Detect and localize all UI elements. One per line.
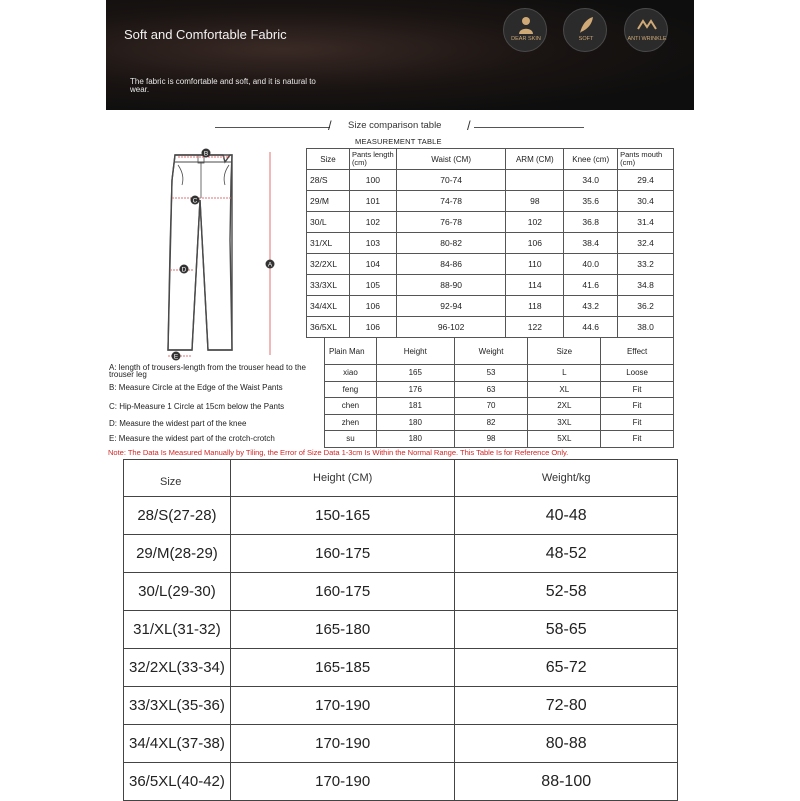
table-cell: 33/3XL(35-36) (124, 687, 231, 725)
model-fit-table (324, 337, 674, 448)
table-cell: 44.6 (564, 317, 618, 338)
table-cell: 103 (349, 233, 396, 254)
measurement-table (306, 148, 674, 338)
table-cell: 100 (349, 170, 396, 191)
table-cell: 32/2XL (307, 254, 350, 275)
marker-a (266, 260, 275, 269)
svg-text:D: D (181, 266, 187, 274)
table-cell: 36.2 (618, 296, 674, 317)
table-row (307, 317, 674, 338)
table-cell: 80-82 (396, 233, 506, 254)
table-row (307, 212, 674, 233)
table-cell: 34/4XL(37-38) (124, 725, 231, 763)
legend-item-a: A: length of trousers-length from the trouser head to the trouser leg (109, 363, 306, 379)
table-cell: 29/M (307, 191, 350, 212)
table-cell: 34.8 (618, 275, 674, 296)
marker-c (191, 196, 200, 205)
table-row (325, 431, 674, 448)
table-cell: 65-72 (455, 649, 678, 687)
table-row (325, 381, 674, 398)
table-cell: 160-175 (230, 535, 455, 573)
badge-label: ANTI WRINKLE (627, 36, 667, 42)
table-cell: 160-175 (230, 573, 455, 611)
heading-rule-right (474, 127, 584, 128)
header-cell: ARM (CM) (506, 149, 564, 170)
table-cell: 40-48 (455, 497, 678, 535)
table-cell: chen (325, 398, 377, 415)
table-cell: 31/XL(31-32) (124, 611, 231, 649)
table-cell: 106 (349, 296, 396, 317)
table-cell: 122 (506, 317, 564, 338)
svg-text:A: A (267, 261, 273, 269)
person-icon (516, 15, 536, 35)
table-row (325, 365, 674, 382)
table-cell: 165-180 (230, 611, 455, 649)
heading-slash-right: / (467, 118, 471, 133)
table-cell: 102 (506, 212, 564, 233)
table-cell: 31.4 (618, 212, 674, 233)
table-cell: 30/L(29-30) (124, 573, 231, 611)
table-cell: 29.4 (618, 170, 674, 191)
heading-slash-left: / (328, 118, 332, 133)
table-cell: 63 (454, 381, 528, 398)
legend-item-d: D: Measure the widest part of the knee (109, 419, 247, 428)
table-cell: 170-190 (230, 687, 455, 725)
table-cell: 105 (349, 275, 396, 296)
header-cell: Height (CM) (230, 460, 455, 497)
header-cell: Waist (CM) (396, 149, 506, 170)
table-cell: 165-185 (230, 649, 455, 687)
table-cell: 52-58 (455, 573, 678, 611)
header-cell: Pants length (cm) (349, 149, 396, 170)
header-cell: Pants mouth (cm) (618, 149, 674, 170)
table-cell: zhen (325, 414, 377, 431)
table-row (307, 191, 674, 212)
table-cell: 110 (506, 254, 564, 275)
table-cell: 33.2 (618, 254, 674, 275)
marker-b (202, 149, 211, 158)
pants-diagram (160, 140, 300, 365)
pants-outline (168, 155, 232, 350)
table-cell: 98 (454, 431, 528, 448)
table-cell: 180 (376, 414, 454, 431)
table-cell: 29/M(28-29) (124, 535, 231, 573)
table-row (124, 497, 678, 535)
table-cell: 3XL (528, 414, 601, 431)
svg-text:C: C (192, 197, 198, 205)
table-cell: feng (325, 381, 377, 398)
table-cell: 41.6 (564, 275, 618, 296)
heading-rule-left (215, 127, 330, 128)
table-cell: 36/5XL (307, 317, 350, 338)
feather-icon (576, 15, 596, 35)
table-row (124, 535, 678, 573)
size-recommendation-table (123, 459, 678, 801)
table-cell: 36/5XL(40-42) (124, 763, 231, 801)
table-cell: 36.8 (564, 212, 618, 233)
badge-label: DEAR SKIN (511, 36, 541, 42)
table-cell: 28/S (307, 170, 350, 191)
table-cell: 170-190 (230, 763, 455, 801)
header-cell: Weight/kg (455, 460, 678, 497)
table-row (307, 233, 674, 254)
table-cell: 101 (349, 191, 396, 212)
table-cell: 5XL (528, 431, 601, 448)
table-cell: 170-190 (230, 725, 455, 763)
table-row (307, 170, 674, 191)
table-header-row (325, 338, 674, 365)
table-cell: 38.4 (564, 233, 618, 254)
table-cell: su (325, 431, 377, 448)
table-row (325, 398, 674, 415)
table-cell: 106 (349, 317, 396, 338)
table-cell: 48-52 (455, 535, 678, 573)
table-cell: 30/L (307, 212, 350, 233)
table-cell: 96-102 (396, 317, 506, 338)
table-cell: 32.4 (618, 233, 674, 254)
table-cell: 31/XL (307, 233, 350, 254)
table-row (124, 763, 678, 801)
header-cell: Weight (454, 338, 528, 365)
table-cell: Fit (601, 381, 674, 398)
table-header-row (124, 460, 678, 497)
table-cell: 88-90 (396, 275, 506, 296)
fabric-banner (106, 0, 694, 110)
legend-item-c: C: Hip-Measure 1 Circle at 15cm below the Pants (109, 402, 285, 411)
table-cell: 74-78 (396, 191, 506, 212)
table-cell: Fit (601, 398, 674, 415)
table-cell: 106 (506, 233, 564, 254)
table-cell: 92-94 (396, 296, 506, 317)
table-cell: 181 (376, 398, 454, 415)
table-cell: Loose (601, 365, 674, 382)
table-cell: 104 (349, 254, 396, 275)
table-cell: 40.0 (564, 254, 618, 275)
table-cell: 35.6 (564, 191, 618, 212)
anti-wrinkle-badge (624, 8, 668, 52)
svg-text:B: B (203, 150, 209, 158)
legend-item-e: E: Measure the widest part of the crotch-crotch (109, 434, 275, 443)
marker-d (180, 265, 189, 274)
banner-title: Soft and Comfortable Fabric (124, 27, 287, 42)
table-cell: 82 (454, 414, 528, 431)
wrinkle-icon (637, 15, 657, 35)
table-cell: 165 (376, 365, 454, 382)
size-comparison-title: Size comparison table (348, 120, 442, 131)
table-cell: 70-74 (396, 170, 506, 191)
table-row (307, 296, 674, 317)
table-cell: 88-100 (455, 763, 678, 801)
table-cell: 58-65 (455, 611, 678, 649)
table-cell: 176 (376, 381, 454, 398)
table-row (124, 573, 678, 611)
table-row (124, 687, 678, 725)
table-row (124, 725, 678, 763)
banner-description: The fabric is comfortable and soft, and it is natural to wear. (130, 77, 316, 94)
header-cell: Size (528, 338, 601, 365)
table-cell: Fit (601, 414, 674, 431)
svg-text:E: E (173, 353, 179, 361)
table-cell: 28/S(27-28) (124, 497, 231, 535)
table-cell: 2XL (528, 398, 601, 415)
table-cell: 180 (376, 431, 454, 448)
measurement-table-title: MEASUREMENT TABLE (355, 137, 442, 146)
table-row (307, 254, 674, 275)
table-cell: 53 (454, 365, 528, 382)
table-cell: 114 (506, 275, 564, 296)
table-cell: 102 (349, 212, 396, 233)
table-cell: 76-78 (396, 212, 506, 233)
table-cell: 38.0 (618, 317, 674, 338)
table-cell: 70 (454, 398, 528, 415)
soft-badge (563, 8, 607, 52)
marker-e (172, 352, 181, 361)
table-cell: 80-88 (455, 725, 678, 763)
table-cell: 84-86 (396, 254, 506, 275)
table-cell: XL (528, 381, 601, 398)
table-header-row (307, 149, 674, 170)
header-cell: Plain Man (325, 338, 377, 365)
header-cell: Size (124, 460, 231, 497)
header-cell: Effect (601, 338, 674, 365)
header-cell: Size (307, 149, 350, 170)
table-cell: 118 (506, 296, 564, 317)
table-row (307, 275, 674, 296)
table-cell: 34/4XL (307, 296, 350, 317)
table-cell: 150-165 (230, 497, 455, 535)
table-cell: 43.2 (564, 296, 618, 317)
table-cell: 33/3XL (307, 275, 350, 296)
table-cell: 72-80 (455, 687, 678, 725)
table-row (124, 649, 678, 687)
table-cell: 32/2XL(33-34) (124, 649, 231, 687)
table-row (325, 414, 674, 431)
legend-item-b: B: Measure Circle at the Edge of the Waist Pants (109, 383, 283, 392)
table-cell: 34.0 (564, 170, 618, 191)
dear-skin-badge (503, 8, 547, 52)
badge-label: SOFT (578, 36, 594, 42)
header-cell: Knee (cm) (564, 149, 618, 170)
table-cell: 30.4 (618, 191, 674, 212)
measurement-note: Note: The Data Is Measured Manually by Tiling, the Error of Size Data 1-3cm Is Within the Normal Range. This Table Is for Reference Only. (108, 448, 569, 457)
table-cell: Fit (601, 431, 674, 448)
header-cell: Height (376, 338, 454, 365)
table-cell (506, 170, 564, 191)
table-cell: 98 (506, 191, 564, 212)
table-row (124, 611, 678, 649)
table-cell: L (528, 365, 601, 382)
table-cell: xiao (325, 365, 377, 382)
